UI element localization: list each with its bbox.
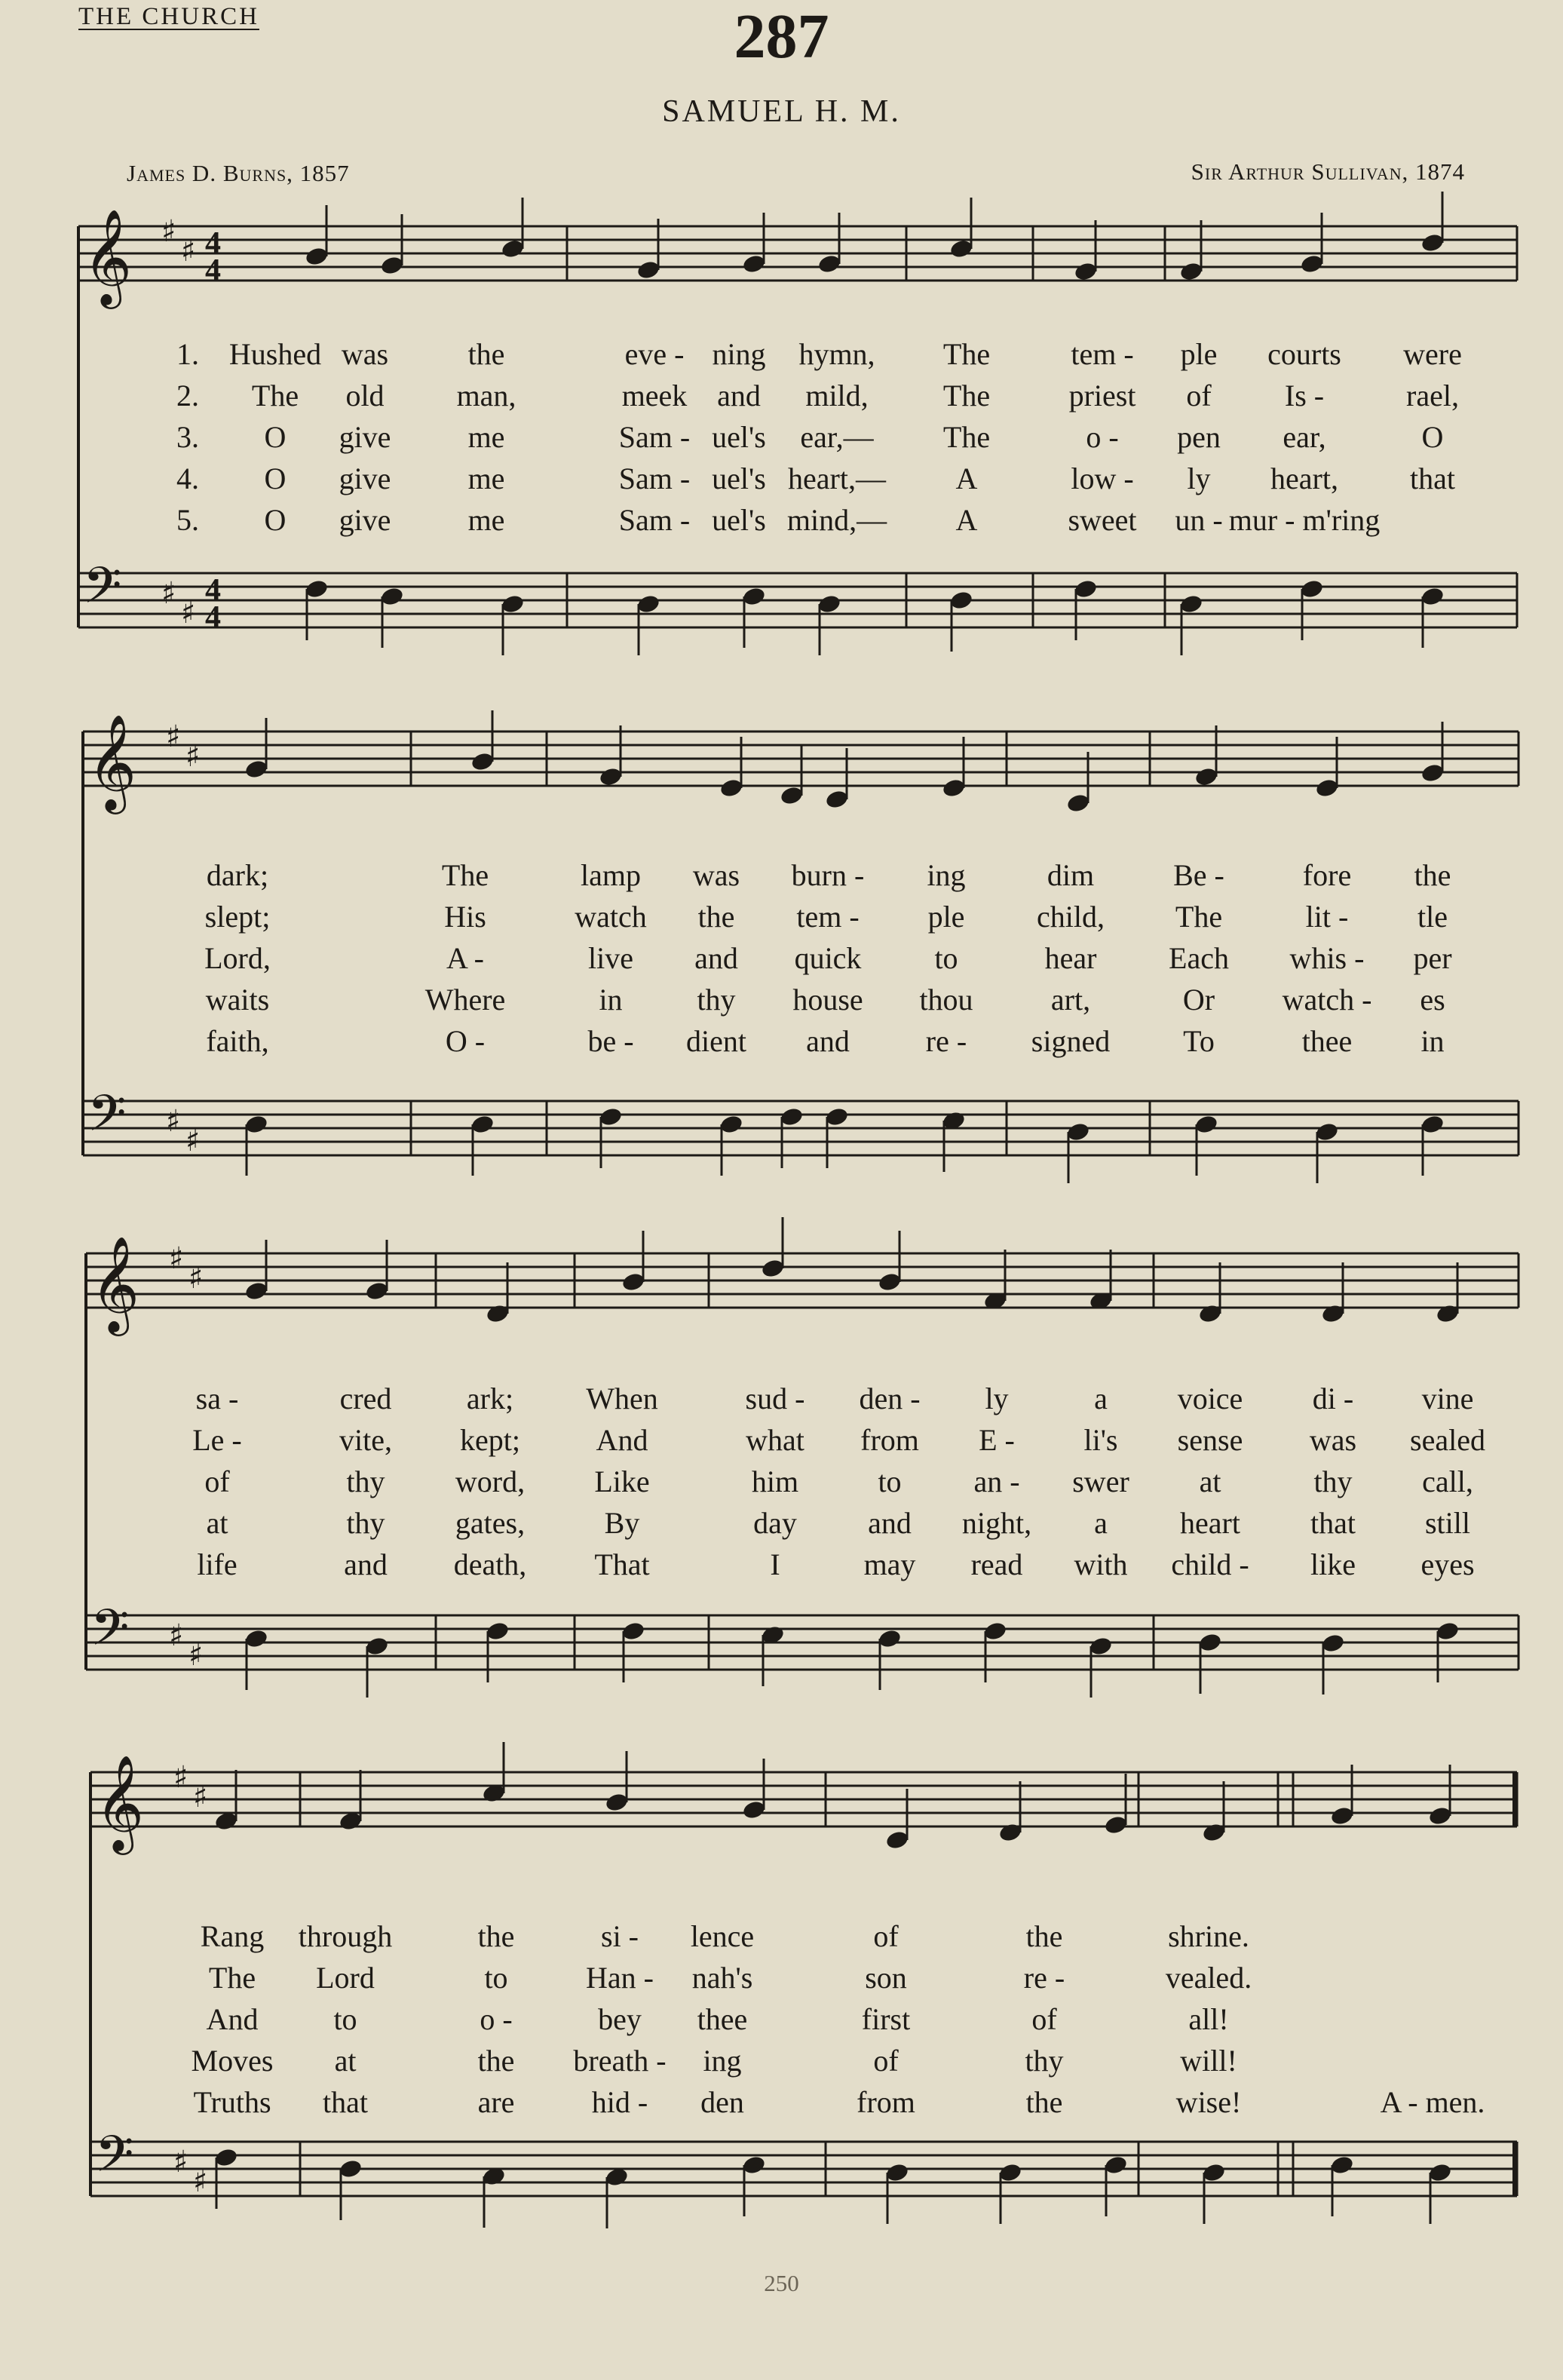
lyric-syllable: thee [1301,1024,1353,1058]
lyric-syllable: hear [1044,941,1097,975]
lyric-syllable: dim [1047,858,1095,892]
lyric-syllable: heart [1180,1506,1240,1540]
lyric-syllable: burn - [791,858,865,892]
lyric-syllable: o - [480,2002,513,2036]
lyric-syllable: Be - [1173,858,1224,892]
lyric-syllable: mind,— [786,503,887,537]
lyric-syllable: sealed [1410,1423,1485,1457]
lyric-syllable: uel's [712,420,766,454]
lyric-syllable: vite, [339,1423,392,1457]
sharp-icon: ♯ [193,1780,208,1814]
lyric-syllable: den [700,2085,744,2119]
lyric-syllable: ple [927,900,965,934]
lyric-syllable: old [345,379,385,413]
lyric-syllable: to [484,1961,508,1995]
lyric-syllable: like [1310,1547,1356,1581]
lyric-syllable: may [863,1547,916,1581]
lyric-syllable: gates, [455,1506,526,1540]
sharp-icon: ♯ [166,719,181,754]
lyric-syllable: whis - [1289,941,1365,975]
lyric-syllable: Sam - [618,420,691,454]
lyric-syllable: ing [927,858,966,892]
lyric-line [0,1461,1563,1502]
lyric-syllable: what [746,1423,804,1457]
lyric-syllable: ark; [466,1382,514,1415]
lyric-syllable: watch - [1282,983,1372,1017]
lyric-syllable: The [942,379,991,413]
lyric-line [0,979,1563,1020]
lyric-syllable: A [955,503,978,537]
lyric-syllable: I [770,1547,780,1581]
lyric-syllable: sud - [745,1382,805,1415]
lyric-line [0,1915,1563,1957]
lyric-syllable: eyes [1420,1547,1475,1581]
lyric-syllable: sweet [1068,503,1137,537]
lyric-syllable: was [692,858,740,892]
lyric-syllable: Or [1182,983,1215,1017]
lyric-syllable: with [1074,1547,1128,1581]
lyric-syllable: the [1025,1919,1063,1953]
lyric-syllable: of [1031,2002,1057,2036]
lyric-line [0,375,1563,416]
lyric-syllable: nah's [691,1961,753,1995]
sharp-icon: ♯ [185,739,201,774]
final-bar-line [1512,2142,1518,2196]
lyric-syllable: thy [346,1464,385,1498]
lyric-syllable: Is - [1284,379,1325,413]
lyric-syllable: at [1199,1464,1221,1498]
lyric-syllable: The [251,379,299,413]
lyric-syllable: A - men. [1380,2085,1485,2119]
sharp-icon: ♯ [169,1241,184,1276]
lyric-syllable: give [339,462,391,495]
lyric-line [0,333,1563,375]
lyric-syllable: lamp [581,858,641,892]
lyric-syllable: was [1309,1423,1357,1457]
lyric-syllable: house [792,983,863,1017]
sharp-icon: ♯ [161,214,176,249]
lyric-syllable: Le - [192,1423,242,1457]
lyric-syllable: to [934,941,958,975]
lyric-line [0,1378,1563,1419]
lyric-syllable: mild, [805,379,869,413]
lyric-syllable: all! [1188,2002,1229,2036]
lyric-syllable: O [264,420,287,454]
lyric-syllable: O [1421,420,1444,454]
lyric-syllable: ly [985,1382,1009,1415]
lyric-syllable: vealed. [1165,1961,1252,1995]
sharp-icon: ♯ [181,234,196,268]
lyric-syllable: sa - [195,1382,239,1415]
sharp-icon: ♯ [169,1618,184,1653]
lyric-syllable: That [594,1547,650,1581]
lyric-line [0,499,1563,541]
lyric-syllable: son [865,1961,907,1995]
lyric-syllable: ing [703,2044,742,2078]
lyric-syllable: in [599,983,623,1017]
lyric-syllable: and [806,1024,850,1058]
sharp-icon: ♯ [188,1261,204,1296]
lyric-syllable: The [942,337,991,371]
lyric-line [0,896,1563,937]
bass-clef-icon: 𝄢 [87,1084,127,1155]
lyric-syllable: child, [1037,900,1105,934]
lyric-syllable: priest [1068,379,1136,413]
lyric-syllable: To [1183,1024,1215,1058]
lyric-syllable: of [1186,379,1212,413]
lyric-syllable: Where [424,983,506,1017]
lyric-syllable: death, [453,1547,527,1581]
lyric-syllable: ly [1187,462,1211,495]
verse-number: 1. [176,337,199,371]
lyric-syllable: fore [1302,858,1352,892]
lyric-syllable: was [341,337,389,371]
lyric-line [0,937,1563,979]
lyric-syllable: faith, [206,1024,269,1058]
sharp-icon: ♯ [188,1638,204,1673]
lyric-syllable: uel's [712,462,766,495]
lyric-syllable: thy [1025,2044,1064,2078]
lyric-syllable: through [298,1919,393,1953]
lyric-syllable: of [873,2044,899,2078]
lyric-syllable: ear, [1283,420,1326,454]
lyric-syllable: read [970,1547,1023,1581]
lyric-syllable: Moves [191,2044,274,2078]
time-signature-top: 4 [205,573,221,608]
lyric-syllable: a [1094,1382,1108,1415]
lyric-syllable: art, [1050,983,1091,1017]
page-number: 250 [764,2270,799,2296]
lyric-syllable: signed [1031,1024,1111,1058]
lyric-syllable: that [1410,462,1455,495]
lyric-syllable: li's [1083,1423,1118,1457]
lyric-syllable: watch [575,900,647,934]
lyric-syllable: thee [697,2002,748,2036]
time-signature-top: 4 [205,226,221,261]
lyric-syllable: The [208,1961,256,1995]
lyric-syllable: live [588,941,633,975]
running-head: THE CHURCH [78,3,259,30]
lyric-syllable: to [333,2002,357,2036]
lyric-syllable: day [753,1506,797,1540]
lyric-syllable: re - [1023,1961,1065,1995]
final-bar-line [1512,1772,1518,1826]
lyric-syllable: in [1420,1024,1445,1058]
lyric-syllable: dark; [206,858,269,892]
lyric-syllable: Han - [586,1961,654,1995]
lyric-syllable: Lord, [204,941,271,975]
lyric-syllable: word, [455,1464,526,1498]
lyric-line [0,2081,1563,2123]
lyric-syllable: tem - [796,900,860,934]
lyric-syllable: Sam - [618,503,691,537]
lyric-syllable: The [441,858,489,892]
lyric-syllable: cred [339,1382,392,1415]
lyric-syllable: that [323,2085,368,2119]
lyric-line [0,1502,1563,1544]
lyric-syllable: are [477,2085,515,2119]
words-credit: James D. Burns, 1857 [127,160,350,186]
lyric-syllable: A [955,462,978,495]
lyric-syllable: o - [1086,420,1119,454]
lyric-syllable: meek [621,379,688,413]
lyric-syllable: will! [1180,2044,1237,2078]
lyric-syllable: waits [205,983,270,1017]
lyric-syllable: an - [973,1464,1020,1498]
lyric-syllable: quick [794,941,862,975]
lyric-syllable: courts [1267,337,1341,371]
verse-number: 4. [176,462,199,495]
lyric-syllable: me [467,420,505,454]
lyric-syllable: the [477,2044,515,2078]
lyric-syllable: heart,— [788,462,886,495]
lyric-syllable: O [264,462,287,495]
lyric-syllable: low - [1071,462,1134,495]
lyric-syllable: of [873,1919,899,1953]
treble-clef-icon: 𝄞 [90,1235,140,1332]
lyric-syllable: den - [859,1382,921,1415]
lyric-syllable: from [860,1423,919,1457]
lyric-line [0,1419,1563,1461]
bass-clef-icon: 𝄢 [90,1599,130,1669]
sharp-icon: ♯ [193,2164,208,2199]
lyric-syllable: wise! [1175,2085,1242,2119]
lyric-syllable: be - [587,1024,634,1058]
lyric-syllable: first [861,2002,911,2036]
lyric-syllable: E - [979,1423,1015,1457]
lyric-syllable: si - [601,1919,639,1953]
treble-clef-icon: 𝄞 [83,208,133,305]
lyric-syllable: mur - m'ring [1228,503,1381,537]
sharp-icon: ♯ [185,1124,201,1158]
lyric-syllable: at [206,1506,228,1540]
lyric-syllable: His [444,900,486,934]
treble-clef-icon: 𝄞 [95,1754,145,1851]
lyric-syllable: bey [598,2002,642,2036]
lyric-syllable: Hushed [228,337,322,371]
lyric-syllable: dient [686,1024,746,1058]
lyric-syllable: re - [925,1024,967,1058]
lyric-syllable: uel's [712,503,766,537]
lyric-syllable: and [694,941,738,975]
lyric-syllable: ning [712,337,766,371]
lyric-syllable: eve - [624,337,685,371]
lyric-syllable: and [868,1506,912,1540]
lyric-syllable: and [344,1547,388,1581]
lyric-syllable: A - [446,941,484,975]
lyric-syllable: When [586,1382,658,1415]
verse-number: 2. [176,379,199,413]
lyric-syllable: Truths [193,2085,271,2119]
lyric-syllable: were [1403,337,1462,371]
lyric-syllable: voice [1177,1382,1243,1415]
lyric-syllable: slept; [204,900,271,934]
lyric-syllable: call, [1422,1464,1473,1498]
lyric-syllable: es [1420,983,1445,1017]
lyric-syllable: Lord [316,1961,375,1995]
lyric-syllable: life [197,1547,238,1581]
lyric-syllable: hid - [591,2085,648,2119]
lyric-syllable: thy [1313,1464,1353,1498]
lyric-syllable: di - [1312,1382,1354,1415]
time-signature-bottom: 4 [205,253,221,288]
lyric-syllable: By [604,1506,640,1540]
lyric-syllable: him [751,1464,799,1498]
lyric-syllable: vine [1421,1382,1474,1415]
verse-number: 5. [176,503,199,537]
lyric-syllable: ple [1180,337,1218,371]
lyric-syllable: to [878,1464,902,1498]
sharp-icon: ♯ [173,1760,188,1795]
lyric-line [0,1998,1563,2040]
treble-clef-icon: 𝄞 [87,713,137,810]
lyric-syllable: The [942,420,991,454]
lyric-syllable: Each [1169,941,1229,975]
lyric-syllable: lence [690,1919,755,1953]
lyric-syllable: at [334,2044,357,2078]
lyric-syllable: the [697,900,735,934]
lyric-syllable: per [1413,941,1452,975]
lyric-syllable: And [596,1423,648,1457]
lyric-syllable: kept; [460,1423,520,1457]
lyric-line [0,1544,1563,1585]
lyric-line [0,1020,1563,1062]
lyric-syllable: child - [1171,1547,1249,1581]
lyric-line [0,2040,1563,2081]
lyric-syllable: hymn, [798,337,875,371]
lyric-syllable: Rang [200,1919,265,1953]
lyric-syllable: night, [961,1506,1032,1540]
lyric-syllable: O - [445,1024,486,1058]
lyric-syllable: me [467,503,505,537]
lyric-syllable: the [1414,858,1451,892]
lyric-syllable: lit - [1305,900,1349,934]
lyric-syllable: give [339,503,391,537]
lyric-syllable: heart, [1270,462,1338,495]
lyric-syllable: thou [919,983,973,1017]
lyric-line [0,458,1563,499]
verse-number: 3. [176,420,199,454]
lyric-syllable: Sam - [618,462,691,495]
lyric-syllable: still [1424,1506,1471,1540]
lyric-syllable: O [264,503,287,537]
lyric-syllable: a [1094,1506,1108,1540]
lyric-syllable: give [339,420,391,454]
lyric-syllable: and [717,379,761,413]
bass-clef-icon: 𝄢 [83,557,122,627]
sharp-icon: ♯ [181,596,196,630]
lyric-syllable: un - [1175,503,1223,537]
lyric-syllable: sense [1177,1423,1243,1457]
bass-clef-icon: 𝄢 [95,2125,134,2195]
lyric-syllable: tem - [1071,337,1134,371]
lyric-syllable: of [204,1464,230,1498]
lyric-syllable: thy [697,983,736,1017]
lyric-syllable: from [857,2085,915,2119]
lyric-syllable: rael, [1406,379,1459,413]
lyric-syllable: And [206,2002,259,2036]
lyric-line [0,416,1563,458]
time-signature-bottom: 4 [205,600,221,635]
lyric-syllable: shrine. [1168,1919,1249,1953]
lyric-syllable: the [1025,2085,1063,2119]
lyric-syllable: ear,— [800,420,874,454]
lyric-syllable: swer [1072,1464,1129,1498]
lyric-syllable: the [477,1919,515,1953]
lyric-syllable: thy [346,1506,385,1540]
lyric-syllable: breath - [573,2044,667,2078]
lyric-syllable: tle [1417,900,1448,934]
sharp-icon: ♯ [161,576,176,611]
sharp-icon: ♯ [166,1104,181,1139]
lyric-syllable: the [467,337,505,371]
sharp-icon: ♯ [173,2145,188,2179]
lyric-syllable: pen [1177,420,1221,454]
tune-title: SAMUEL H. M. [662,94,901,129]
music-credit: Sir Arthur Sullivan, 1874 [1191,158,1465,185]
lyric-syllable: man, [456,379,516,413]
lyric-line [0,1957,1563,1998]
lyric-syllable: that [1310,1506,1356,1540]
lyric-line [0,854,1563,896]
hymn-number: 287 [734,2,829,72]
lyric-syllable: The [1175,900,1223,934]
lyric-syllable: me [467,462,505,495]
lyric-syllable: Like [594,1464,650,1498]
